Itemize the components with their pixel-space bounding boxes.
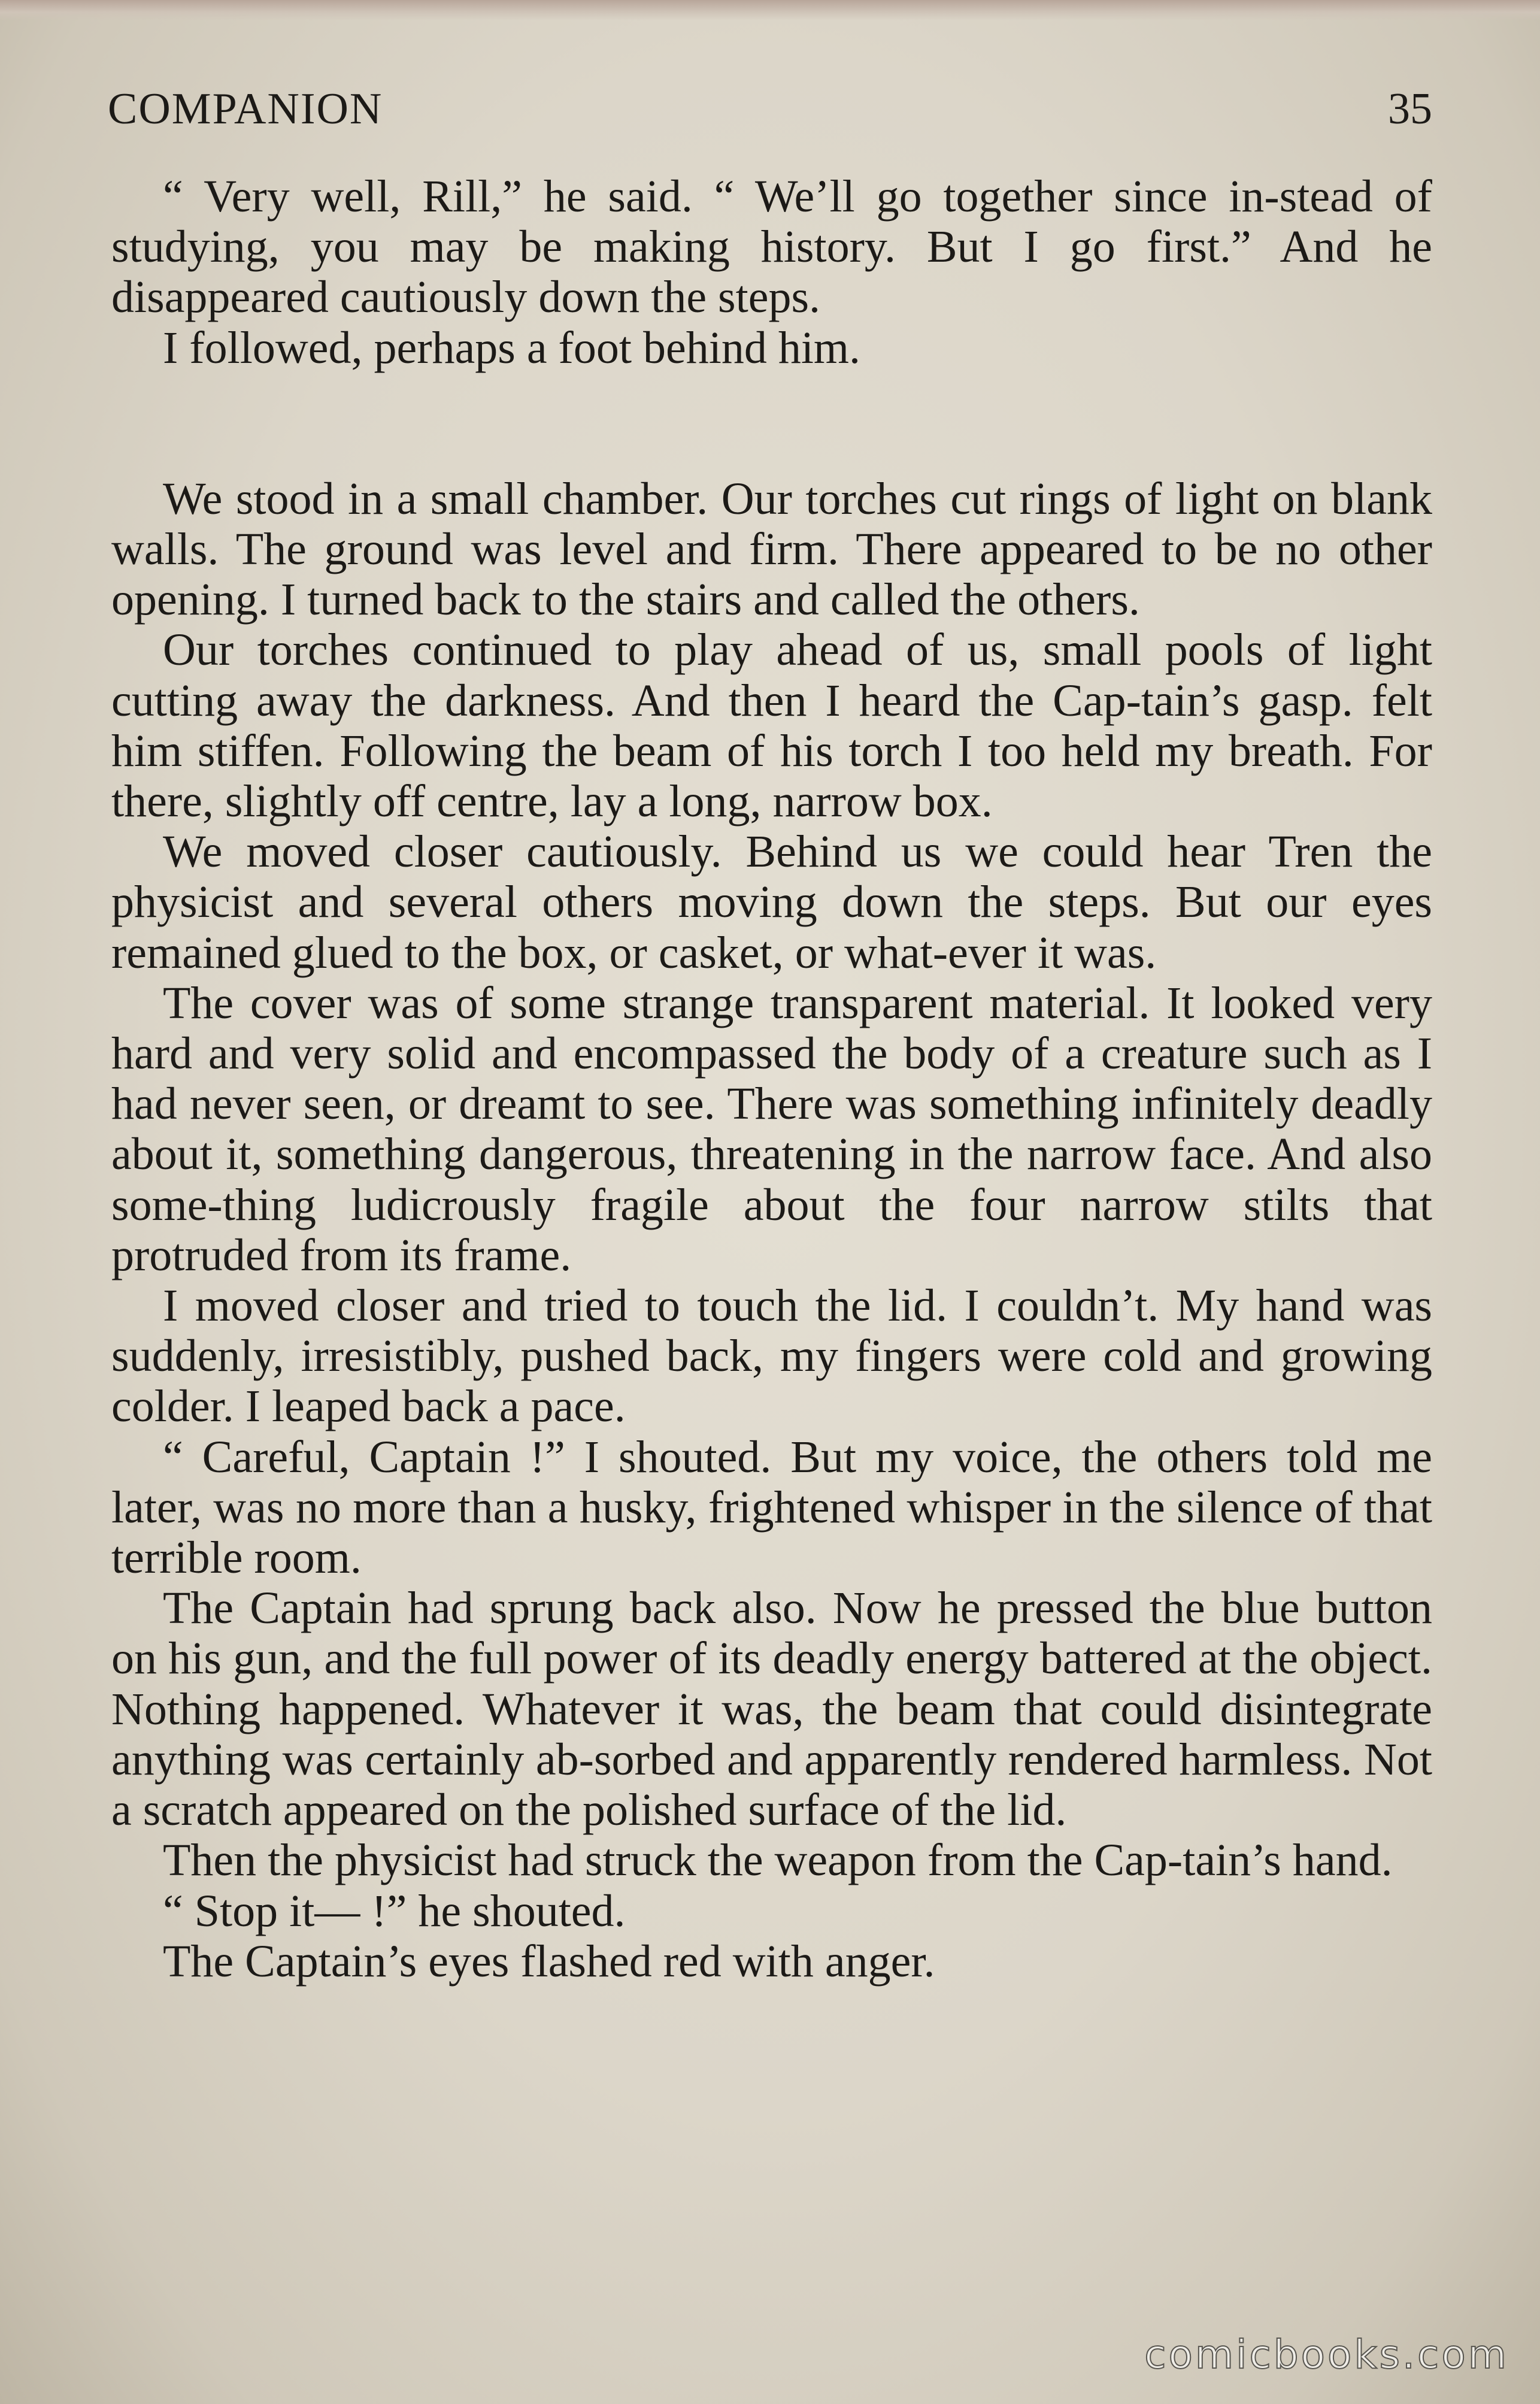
paragraph: We stood in a small chamber. Our torches cut rings of light on blank walls. The ground was level and firm. There appeared to be no other opening. I turned back to the stairs and called the others. bbox=[111, 473, 1432, 625]
watermark: comicbooks.com bbox=[1144, 2332, 1509, 2378]
paragraph: The Captain’s eyes flashed red with anger. bbox=[163, 1936, 935, 1987]
paragraph: The Captain had sprung back also. Now he pressed the blue button on his gun, and the full power of its deadly energy battered at the object. Nothing happened. Whatever it was, the beam that could disintegrate anything was certainly ab-sorbed and apparently rendered harmless. Not a scratch appeared on the polished surface of the lid. bbox=[111, 1583, 1432, 1836]
paragraph: Then the physicist had struck the weapon from the Cap-tain’s hand. bbox=[163, 1835, 1393, 1886]
paragraph: I moved closer and tried to touch the lid. I couldn’t. My hand was suddenly, irresistibly, pushed back, my fingers were cold and growing colder. I leaped back a pace. bbox=[111, 1280, 1432, 1432]
body-text bbox=[111, 171, 1432, 1987]
paragraph: The cover was of some strange transparent material. It looked very hard and very solid and encompassed the body of a creature such as I had never seen, or dreamt to see. There was something infinitely deadly about it, something dangerous, threatening in the narrow face. And also some-thing ludicrously fragile about the four narrow stilts that protruded from its frame. bbox=[111, 977, 1432, 1280]
paragraph: I followed, perhaps a foot behind him. bbox=[163, 322, 861, 373]
paragraph: “ Very well, Rill,” he said. “ We’ll go together since in-stead of studying, you may be making history. But I go first.” And he disappeared cautiously down the steps. bbox=[111, 171, 1432, 323]
running-head bbox=[108, 79, 1432, 139]
running-head-title: COMPANION bbox=[108, 84, 383, 134]
paragraph: “ Stop it— !” he shouted. bbox=[163, 1885, 626, 1936]
paragraph: “ Careful, Captain !” I shouted. But my voice, the others told me later, was no more than a husky, frightened whisper in the silence of that terrible room. bbox=[111, 1431, 1432, 1584]
paragraph: We moved closer cautiously. Behind us we could hear Tren the physicist and several others moving down the steps. But our eyes remained glued to the box, or casket, or what-ever it was. bbox=[111, 826, 1432, 978]
page-number: 35 bbox=[1388, 84, 1432, 134]
page-top-edge bbox=[0, 0, 1540, 20]
section-break bbox=[111, 373, 1432, 474]
paragraph: Our torches continued to play ahead of us, small pools of light cutting away the darkness. And then I heard the Cap-tain’s gasp. felt him stiffen. Following the beam of his torch I too held my breath. For there, slightly off centre, lay a long, narrow box. bbox=[111, 625, 1432, 827]
